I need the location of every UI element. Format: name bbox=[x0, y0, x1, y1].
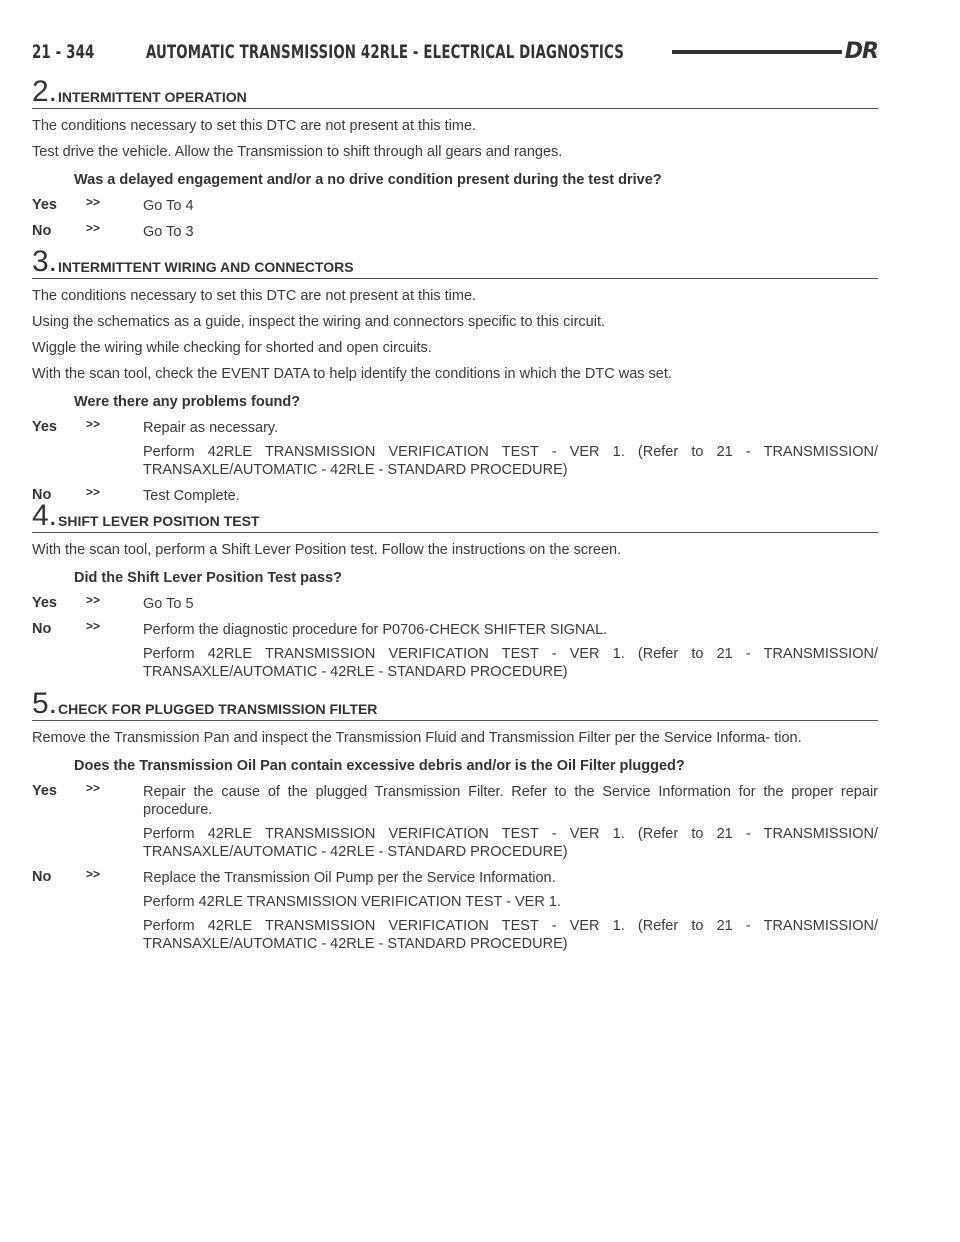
answer-text: Perform 42RLE TRANSMISSION VERIFICATION TEST - VER 1. (Refer to 21 - TRANSMISSION/ TRANSAXLE/AUTOMATIC - 42RLE - STANDARD PROCEDURE) bbox=[143, 444, 878, 478]
section-heading bbox=[32, 75, 878, 109]
header-rule bbox=[672, 50, 842, 54]
section-heading bbox=[32, 687, 878, 721]
section-number: 3. bbox=[32, 245, 58, 278]
answer-label: No bbox=[32, 223, 52, 239]
body-text: The conditions necessary to set this DTC are not present at this time. bbox=[32, 118, 477, 134]
test-question: Was a delayed engagement and/or a no drive condition present during the test drive? bbox=[74, 172, 662, 188]
answer-label: Yes bbox=[32, 419, 57, 435]
answer-text: Test Complete. bbox=[143, 488, 240, 504]
section-heading bbox=[32, 499, 878, 533]
manual-page bbox=[32, 0, 878, 1242]
answer-text: Replace the Transmission Oil Pump per the Service Information. bbox=[143, 870, 556, 886]
arrow-icon: >> bbox=[86, 221, 101, 235]
test-question: Did the Shift Lever Position Test pass? bbox=[74, 570, 343, 586]
answer-text: Go To 4 bbox=[143, 198, 194, 214]
arrow-icon: >> bbox=[86, 417, 101, 431]
arrow-icon: >> bbox=[86, 195, 101, 209]
body-text: With the scan tool, check the EVENT DATA to help identify the conditions in which the DTC was set. bbox=[32, 366, 672, 382]
answer-label: Yes bbox=[32, 197, 57, 213]
answer-label: Yes bbox=[32, 595, 57, 611]
arrow-icon: >> bbox=[86, 619, 101, 633]
answer-yes bbox=[32, 419, 878, 479]
answer-yes bbox=[32, 595, 878, 613]
section-title: INTERMITTENT WIRING AND CONNECTORS bbox=[58, 259, 354, 275]
answer-text: Perform the diagnostic procedure for P0706-CHECK SHIFTER SIGNAL. bbox=[143, 622, 608, 638]
answer-text: Perform 42RLE TRANSMISSION VERIFICATION TEST - VER 1. (Refer to 21 - TRANSMISSION/ TRANSAXLE/AUTOMATIC - 42RLE - STANDARD PROCEDURE) bbox=[143, 918, 878, 952]
section-heading bbox=[32, 245, 878, 279]
body-text: With the scan tool, perform a Shift Lever Position test. Follow the instructions on the screen. bbox=[32, 542, 622, 558]
section-number: 4. bbox=[32, 499, 58, 532]
section-2 bbox=[32, 75, 878, 241]
answer-no bbox=[32, 223, 878, 241]
section-title: CHECK FOR PLUGGED TRANSMISSION FILTER bbox=[58, 701, 378, 717]
test-question: Were there any problems found? bbox=[74, 394, 301, 410]
body-text: Remove the Transmission Pan and inspect the Transmission Fluid and Transmission Filter per the Service Informa- tion. bbox=[32, 730, 802, 746]
arrow-icon: >> bbox=[86, 781, 101, 795]
test-question: Does the Transmission Oil Pan contain excessive debris and/or is the Oil Filter plugged? bbox=[74, 758, 685, 774]
arrow-icon: >> bbox=[86, 593, 101, 607]
answer-text: Go To 5 bbox=[143, 596, 194, 612]
answer-text: Repair as necessary. bbox=[143, 420, 279, 436]
body-text: The conditions necessary to set this DTC are not present at this time. bbox=[32, 288, 477, 304]
page-reference: 21 - 344 bbox=[32, 41, 95, 63]
answer-label: Yes bbox=[32, 783, 57, 799]
answer-yes bbox=[32, 197, 878, 215]
section-number: 2. bbox=[32, 75, 58, 108]
answer-no bbox=[32, 621, 878, 681]
brand-logo: DR bbox=[844, 39, 878, 64]
header-title: AUTOMATIC TRANSMISSION 42RLE - ELECTRICAL DIAGNOSTICS bbox=[146, 41, 624, 63]
section-title: INTERMITTENT OPERATION bbox=[58, 89, 247, 105]
body-text: Test drive the vehicle. Allow the Transmission to shift through all gears and ranges. bbox=[32, 144, 563, 160]
answer-text: Repair the cause of the plugged Transmission Filter. Refer to the Service Information for the proper repair procedure. bbox=[143, 784, 878, 818]
body-text: Using the schematics as a guide, inspect the wiring and connectors specific to this circuit. bbox=[32, 314, 606, 330]
section-title: SHIFT LEVER POSITION TEST bbox=[58, 513, 260, 529]
answer-no bbox=[32, 869, 878, 953]
section-5 bbox=[32, 687, 878, 953]
arrow-icon: >> bbox=[86, 485, 101, 499]
answer-label: No bbox=[32, 621, 52, 637]
section-3 bbox=[32, 245, 878, 505]
answer-label: No bbox=[32, 869, 52, 885]
arrow-icon: >> bbox=[86, 867, 101, 881]
answer-yes bbox=[32, 783, 878, 861]
section-number: 5. bbox=[32, 687, 58, 720]
section-4 bbox=[32, 499, 878, 681]
answer-text: Perform 42RLE TRANSMISSION VERIFICATION TEST - VER 1. (Refer to 21 - TRANSMISSION/ TRANSAXLE/AUTOMATIC - 42RLE - STANDARD PROCEDURE) bbox=[143, 826, 878, 860]
answer-text: Perform 42RLE TRANSMISSION VERIFICATION TEST - VER 1. bbox=[143, 894, 561, 910]
answer-label: No bbox=[32, 487, 52, 503]
answer-text: Perform 42RLE TRANSMISSION VERIFICATION TEST - VER 1. (Refer to 21 - TRANSMISSION/ TRANSAXLE/AUTOMATIC - 42RLE - STANDARD PROCEDURE) bbox=[143, 646, 878, 680]
page-header bbox=[32, 38, 878, 66]
answer-text: Go To 3 bbox=[143, 224, 194, 240]
body-text: Wiggle the wiring while checking for shorted and open circuits. bbox=[32, 340, 432, 356]
